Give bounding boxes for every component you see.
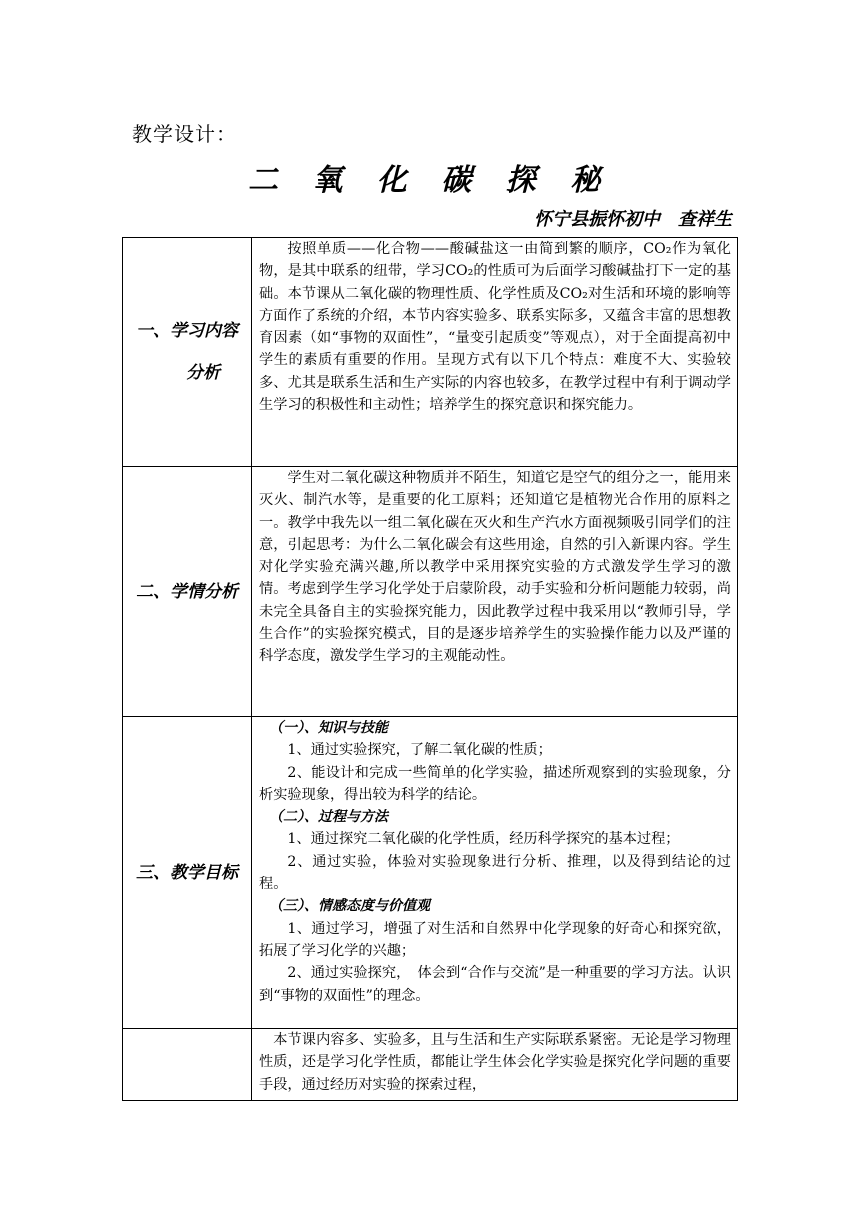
goal-item: 1、通过实验探究，了解二氧化碳的性质； [287,742,552,759]
section-heading-line2: 分析 [186,363,220,383]
section-heading-learner-analysis: 二、学情分析 [123,467,252,717]
goal-item: 1、通过探究二氧化碳的化学性质，经历科学探究的基本过程； [287,831,680,848]
continuation-paragraph: 本节课内容多、实验多，且与生活和生产实际联系紧密。无论是学习物理性质，还是学习化学性质，都能让学生体会化学实验是探究化学问题的重要手段，通过经历对实验的探索过程， [259,1032,731,1093]
learner-analysis-paragraph: 学生对二氧化碳这种物质并不陌生，知道它是空气的组分之一，能用来灭火、制汽水等，是重要的化工原料；还知道它是植物光合作用的原料之一。教学中我先以一组二氧化碳在灭火和生产汽水方面视频吸引同学们的注意，引起思考：为什么二氧化碳会有这些用途，自然的引入新课内容。学生对化学实验充满兴趣,所以教学中采用探究实验的方式激发学生学习的激情。考虑到学生学习化学处于启蒙阶段，动手实验和分析问题能力较弱，尚未完全具备自主的实验探究能力，因此教学过程中我采用以“教师引导，学生合作”的实验探究模式，目的是逐步培养学生的实验操作能力以及严谨的科学态度，激发学生学习的主观能动性。 [259,470,731,665]
goal-item: 2、通过实验探究， 体会到“合作与交流”是一种重要的学习方法。认识到“事物的双面性”的理念。 [259,965,731,1004]
content-analysis-paragraph: 按照单质——化合物——酸碱盐这一由简到繁的顺序，CO₂作为氧化物，是其中联系的纽带，学习CO₂的性质可为后面学习酸碱盐打下一定的基础。本节课从二氧化碳的物理性质、化学性质及CO₂对生活和环境的影响等方面作了系统的介绍，本节内容实验多、联系实际多，又蕴含丰富的思想教育因素（如“事物的双面性”，“量变引起质变”等观点），对于全面提高初中学生的素质有重要的作用。呈现方式有以下几个特点：难度不大、实验较多、尤其是联系生活和生产实际的内容也较多，在教学过程中有利于调动学生学习的积极性和主动性；培养学生的探究意识和探究能力。 [259,241,731,414]
section-heading-teaching-goals: 三、教学目标 [123,717,252,1029]
table-row [123,717,738,1029]
goal-item: 2、通过实验，体验对实验现象进行分析、推理，以及得到结论的过程。 [259,853,731,893]
goal-item: 1、通过学习，增强了对生活和自然界中化学现象的好奇心和探究欲，拓展了学习化学的兴趣； [259,920,731,959]
section-heading-empty [123,1029,252,1101]
goal-item: 2、能设计和完成一些简单的化学实验，描述所观察到的实验现象，分析实验现象，得出较为科学的结论。 [259,764,731,803]
document-title: 二 氧 化 碳 探 秘 [247,163,613,198]
goal-subheading-knowledge: （一）、知识与技能 [269,720,388,736]
goal-subheading-process: （二）、过程与方法 [269,809,388,826]
section-body-content-analysis [252,238,738,467]
section-heading-content-analysis [123,238,252,467]
document-author: 怀宁县振怀初中 查祥生 [534,209,732,230]
table-row [123,238,738,467]
section-heading-line1: 一、学习内容 [136,321,238,341]
table-row [123,1029,738,1101]
goal-subheading-attitude: （三）、情感态度与价值观 [269,898,430,915]
section-body-teaching-goals [252,717,738,1029]
lesson-plan-table [122,237,738,1101]
table-row [123,467,738,717]
document-label: 教学设计： [132,122,237,146]
section-body-learner-analysis [252,467,738,717]
section-body-continuation [252,1029,738,1101]
